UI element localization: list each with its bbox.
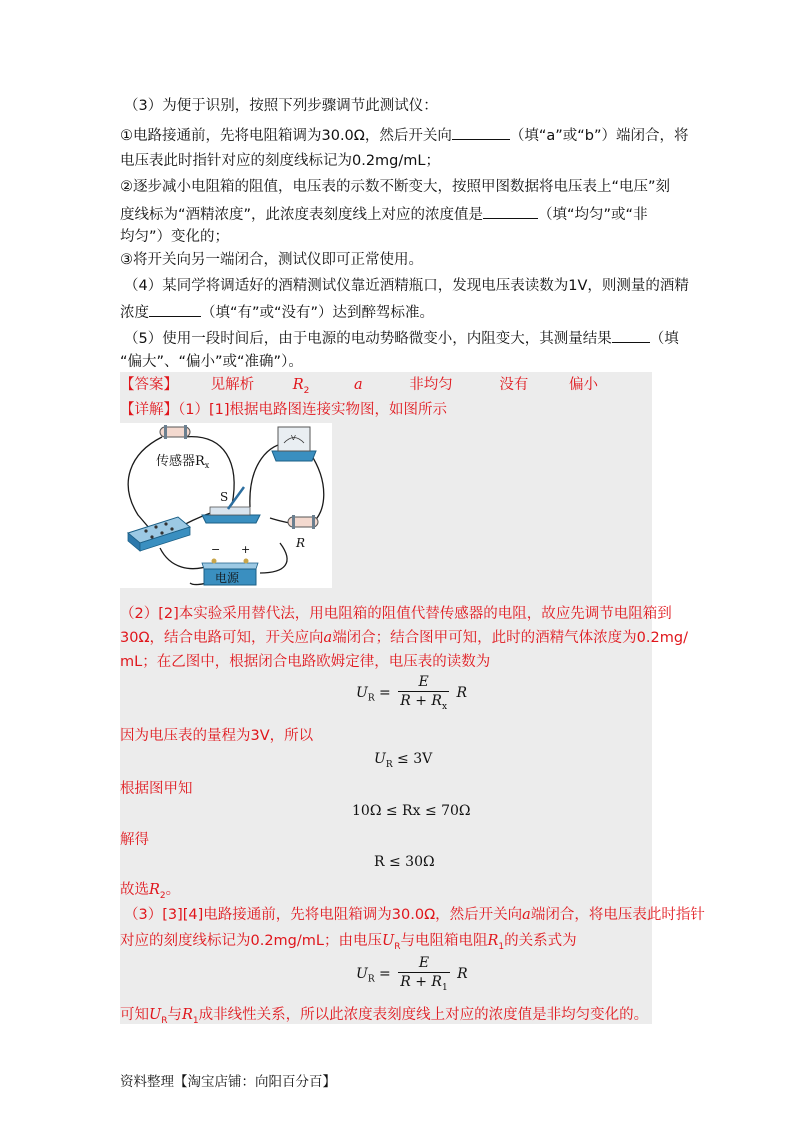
q3-intro: （3）为便于识别，按照下列步骤调节此测试仪： [124,98,438,114]
sensor-label: 传感器$R_x$ [156,454,210,470]
voltmeter [272,427,316,461]
answer-6: 偏小 [568,377,598,393]
answer-5: 没有 [499,377,529,393]
sensor [160,425,190,439]
blank-1[interactable] [452,124,510,140]
equation-5: $U_R$ = $\frac{E}{R + R_1}$ R [356,955,468,993]
detail-p9: 可知$U_R$与$R_1$成非线性关系，所以此浓度表刻度线上对应的浓度值是非均匀变化的。 [120,1007,649,1026]
answer-1: 见解析 [210,377,255,393]
resistor [288,515,318,529]
circuit-diagram [120,423,332,588]
detail-p1: 【详解】（1）[1]根据电路图连接实物图，如图所示 [120,402,448,418]
switch-label: S [220,490,229,504]
resistor-label: R [296,536,306,550]
q3-step1-cont: 电压表此时指针对应的刻度线标记为0.2mg/mL； [120,153,440,169]
equation-3: 10Ω ≤ Rx ≤ 70Ω [352,803,471,819]
q5-line1: （5）使用一段时间后，由于电源的电动势略微变小，内阻变大，其测量结果 （填 [124,327,679,349]
q3-step2-cont: 度线标为“酒精浓度”，此浓度表刻度线上对应的浓度值是 （填“均匀”或“非 [120,203,648,225]
answer-3: a [353,377,363,393]
answer-2: $R_2$ [292,377,310,396]
detail-p8: 对应的刻度线标记为0.2mg/mL；由电压$U_R$与电阻箱电阻$R_1$的关系式为 [120,933,577,952]
blank-3[interactable] [149,301,201,317]
source-label: 电源 [215,571,240,585]
equation-4: R ≤ 30Ω [374,854,435,870]
q3-step2-end: 均匀”）变化的； [120,229,230,245]
detail-p5: 解得 [120,832,149,848]
answer-line [120,375,598,401]
detail-p6: 故选$R_2$。 [120,882,181,901]
equation-1: $U_R$ = $\frac{E}{R + R_x}$ R [356,674,468,712]
plus-sign: + [241,543,251,556]
q3-step1: ①电路接通前，先将电阻箱调为30.0Ω，然后开关向 （填“a”或“b”）端闭合，将 [120,124,689,146]
svg-text:V: V [291,434,296,442]
detail-p4: 根据图甲知 [120,781,193,797]
equation-2: $U_R \le 3V$ [374,751,433,770]
detail-p2-a: （2）[2]本实验采用替代法，用电阻箱的阻值代替传感器的电阻，故应先调节电阻箱到 [120,606,672,622]
detail-p2-b: 30Ω，结合电路可知，开关应向a端闭合；结合图甲可知，此时的酒精气体浓度为0.2mg/ [120,630,688,646]
q4-line1: （4）某同学将调适好的酒精测试仪靠近酒精瓶口，发现电压表读数为1V，则测量的酒精 [124,278,689,294]
page-footer: 资料整理【淘宝店铺：向阳百分百】 [120,1074,336,1090]
q3-step3: ③将开关向另一端闭合，测试仪即可正常使用。 [120,252,423,268]
minus-sign: − [211,543,221,556]
detail-p2-c: mL；在乙图中，根据闭合电路欧姆定律，电压表的读数为 [120,654,491,670]
answer-label: 【答案】 [120,377,178,393]
blank-4[interactable] [612,327,650,343]
q3-step2: ②逐步减小电阻箱的阻值，电压表的示数不断变大，按照甲图数据将电压表上“电压”刻 [120,179,671,195]
q4-line2: 浓度 （填“有”或“没有”）达到醉驾标准。 [120,301,434,323]
detail-p7: （3）[3][4]电路接通前，先将电阻箱调为30.0Ω，然后开关向a端闭合，将电压表此时指针 [124,907,705,923]
blank-2[interactable] [483,203,538,219]
q5-line2: “偏大”、“偏小”或“准确”）。 [120,354,303,370]
answer-4: 非均匀 [409,377,453,393]
detail-p3: 因为电压表的量程为3V，所以 [120,728,314,744]
detail-label: 【详解】 [120,402,178,418]
